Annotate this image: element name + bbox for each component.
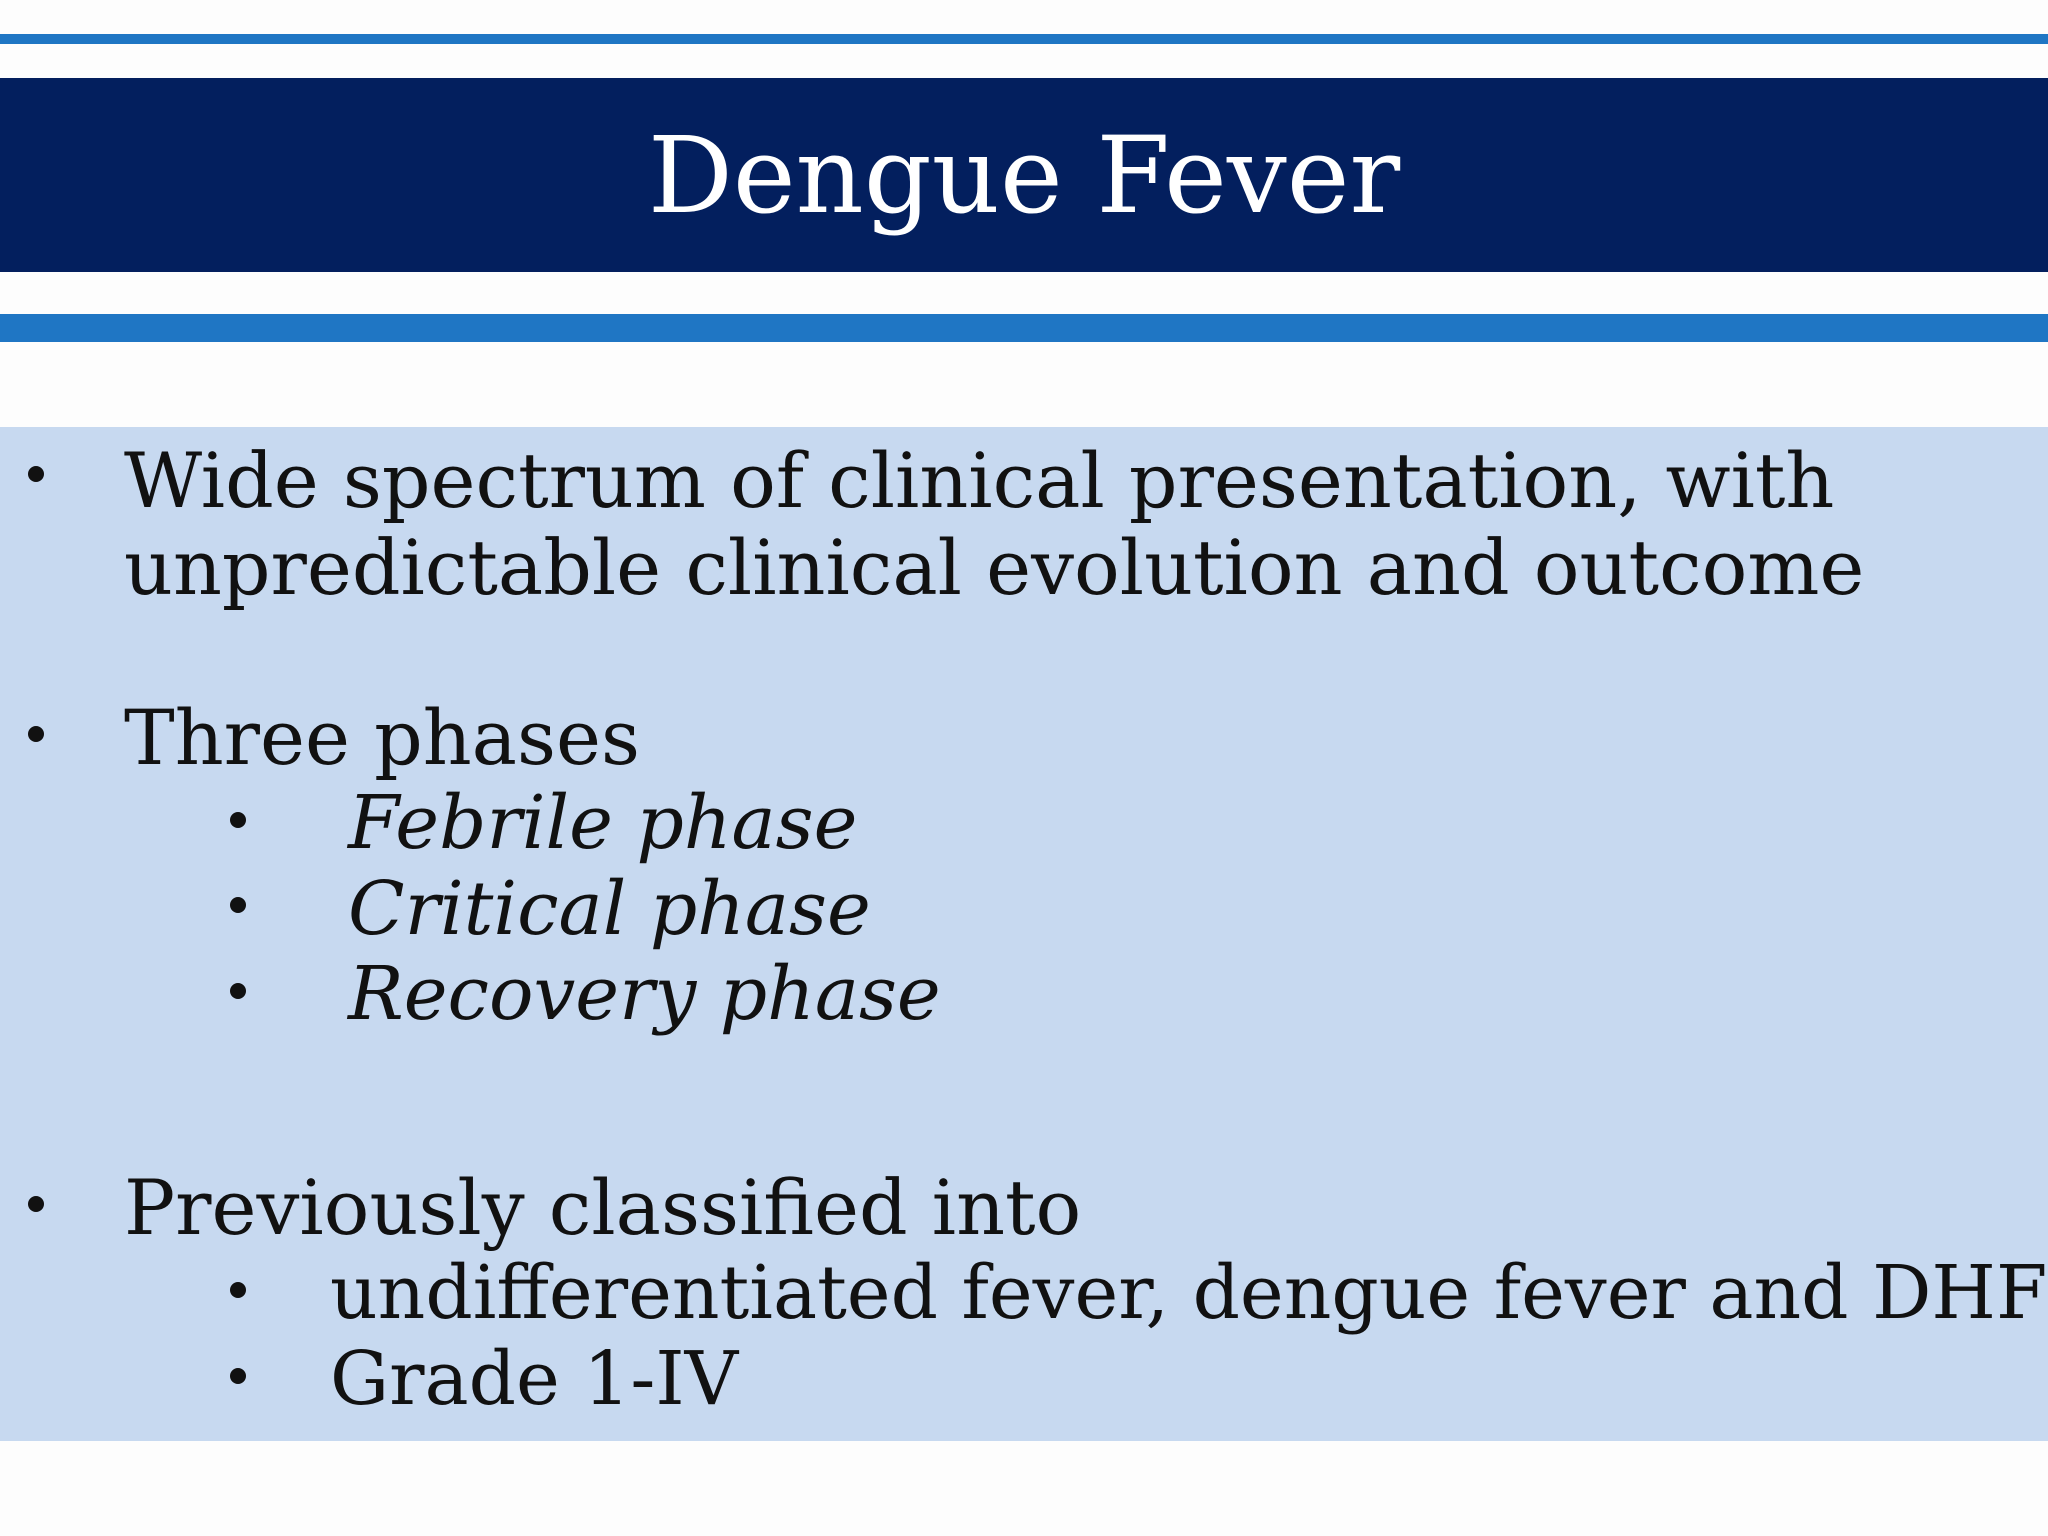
bullet-2-line-1: Three phases xyxy=(124,693,640,782)
sub-item-classification: undifferentiated fever, dengue fever and DHF xyxy=(330,1250,2048,1336)
sub-bullet-icon xyxy=(230,983,246,999)
bullet-icon xyxy=(28,466,44,482)
slide-title: Dengue Fever xyxy=(647,114,1401,237)
bullet-icon xyxy=(28,726,44,742)
sub-item-grade: Grade 1-IV xyxy=(330,1336,739,1422)
sub-bullet-icon xyxy=(230,1368,246,1384)
sub-bullet-icon xyxy=(230,897,246,913)
sub-bullet-icon xyxy=(230,1282,246,1298)
sub-item-critical-phase: Critical phase xyxy=(348,866,871,952)
bullet-1-line-1: Wide spectrum of clinical presentation, with xyxy=(124,436,1835,525)
sub-item-febrile-phase: Febrile phase xyxy=(348,780,858,866)
bullet-icon xyxy=(28,1196,44,1212)
top-accent-stripe xyxy=(0,34,2048,44)
bullet-1-line-2: unpredictable clinical evolution and outcome xyxy=(124,523,1865,612)
bullet-3-line-1: Previously classified into xyxy=(124,1163,1082,1252)
sub-item-recovery-phase: Recovery phase xyxy=(348,951,941,1037)
bottom-accent-stripe xyxy=(0,314,2048,342)
sub-bullet-icon xyxy=(230,812,246,828)
